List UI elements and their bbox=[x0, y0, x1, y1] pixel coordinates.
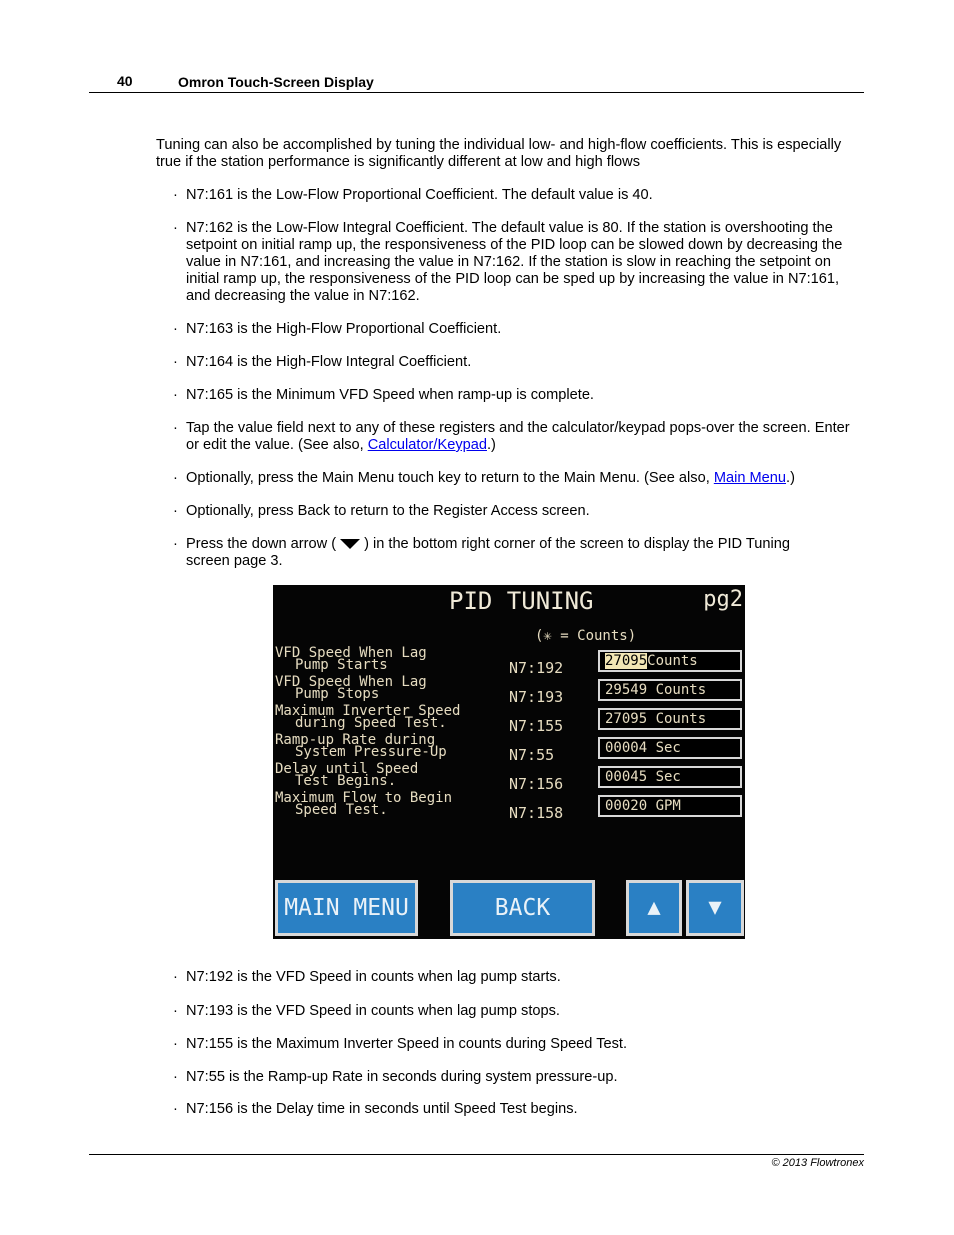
list-item: · Optionally, press the Main Menu touch key to return to the Main Menu. (See also, Main Menu.) bbox=[173, 470, 795, 486]
copyright: © 2013 Flowtronex bbox=[771, 1157, 864, 1169]
value-field[interactable]: 00004 Sec bbox=[598, 737, 742, 759]
list-item: · N7:192 is the VFD Speed in counts when lag pump starts. bbox=[173, 969, 561, 985]
pid-tuning-screen bbox=[273, 585, 745, 939]
list-item: · N7:165 is the Minimum VFD Speed when ramp-up is complete. bbox=[173, 387, 594, 403]
register-row: VFD Speed When Lag Pump Stops N7:193 29549 Counts bbox=[273, 676, 745, 705]
screen-legend: (✳ = Counts) bbox=[535, 628, 637, 644]
back-button[interactable]: BACK bbox=[450, 880, 595, 936]
register-row: Maximum Flow to Begin Speed Test. N7:158 00020 GPM bbox=[273, 792, 745, 821]
page-title: Omron Touch-Screen Display bbox=[178, 74, 374, 90]
screen-page-indicator: pg2 bbox=[703, 587, 743, 612]
list-item: · Tap the value field next to any of these registers and the calculator/keypad pops-over the screen. Enter or edit the value. (See also, Calculator/Keypad.) bbox=[173, 420, 850, 453]
list-item: · Press the down arrow ( ) in the bottom right corner of the screen to display the PID Tuning screen page 3. bbox=[173, 536, 790, 569]
up-arrow-icon[interactable]: ▲ bbox=[626, 880, 682, 936]
down-arrow-icon[interactable]: ▼ bbox=[686, 880, 744, 936]
register-row: Delay until Speed Test Begins. N7:156 00045 Sec bbox=[273, 763, 745, 792]
value-field[interactable]: 29549 Counts bbox=[598, 679, 742, 701]
list-item: · N7:162 is the Low-Flow Integral Coefficient. The default value is 80. If the station is overshooting the setpoint on initial ramp up, the responsiveness of the PID loop can be slowed down by decreasing the value in N7:161, and increasing the value in N7:162. If the station is slow in reaching the setpoint on initial ramp up, the responsiveness of the PID loop can be sped up by increasing the value in N7:161, and decreasing the value in N7:162. bbox=[173, 220, 843, 304]
list-item: · N7:161 is the Low-Flow Proportional Coefficient. The default value is 40. bbox=[173, 187, 653, 203]
page-header bbox=[89, 71, 864, 93]
page-number: 40 bbox=[117, 73, 133, 89]
value-field[interactable]: 00045 Sec bbox=[598, 766, 742, 788]
list-item: · N7:193 is the VFD Speed in counts when lag pump stops. bbox=[173, 1003, 560, 1019]
main-menu-link[interactable]: Main Menu bbox=[713, 470, 787, 486]
list-item: · N7:163 is the High-Flow Proportional Coefficient. bbox=[173, 321, 502, 337]
down-triangle-icon bbox=[340, 539, 360, 549]
screen-title: PID TUNING bbox=[449, 587, 594, 615]
list-item: · N7:155 is the Maximum Inverter Speed in counts during Speed Test. bbox=[173, 1036, 628, 1052]
main-menu-button[interactable]: MAIN MENU bbox=[275, 880, 418, 936]
value-field[interactable]: 27095Counts bbox=[598, 650, 742, 672]
list-item: · Optionally, press Back to return to the Register Access screen. bbox=[173, 503, 590, 519]
page-footer bbox=[89, 1154, 864, 1169]
register-row: VFD Speed When Lag Pump Starts N7:192 27095Counts bbox=[273, 647, 745, 676]
value-field[interactable]: 27095 Counts bbox=[598, 708, 742, 730]
register-row: Maximum Inverter Speed during Speed Test. N7:155 27095 Counts bbox=[273, 705, 745, 734]
calculator-keypad-link[interactable]: Calculator/Keypad bbox=[367, 437, 487, 453]
list-item: · N7:164 is the High-Flow Integral Coefficient. bbox=[173, 354, 472, 370]
intro-paragraph: Tuning can also be accomplished by tuning the individual low- and high-flow coefficients. This is especially true if the station performance is significantly different at low and high flows bbox=[156, 137, 842, 170]
value-field[interactable]: 00020 GPM bbox=[598, 795, 742, 817]
list-item: · N7:55 is the Ramp-up Rate in seconds during system pressure-up. bbox=[173, 1069, 618, 1085]
list-item: · N7:156 is the Delay time in seconds until Speed Test begins. bbox=[173, 1101, 578, 1117]
register-row: Ramp-up Rate during System Pressure-Up N7:55 00004 Sec bbox=[273, 734, 745, 763]
